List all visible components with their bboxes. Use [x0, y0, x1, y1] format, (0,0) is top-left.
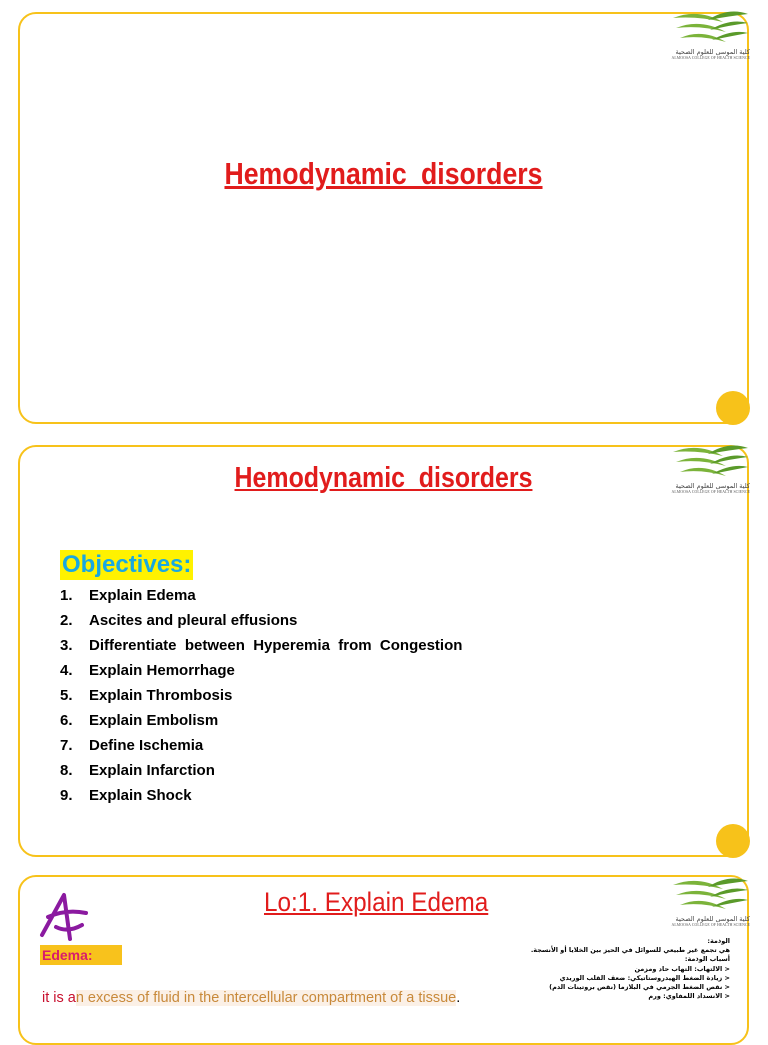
edema-definition: it is an excess of fluid in the intercellular compartment of a tissue. [42, 990, 461, 1006]
slide-3-title: Lo:1. Explain Edema [264, 887, 489, 917]
edema-label: Edema: [40, 945, 122, 965]
list-item: 5. Explain Thrombosis [60, 687, 233, 704]
corner-dot [716, 824, 750, 858]
logo-english-name: ALMOOSA COLLEGE OF HEALTH SCIENCE [671, 490, 750, 494]
college-logo [668, 10, 750, 60]
list-item: 2. Ascites and pleural effusions [60, 612, 298, 629]
list-item: 3. Differentiate between Hyperemia from Congestion [60, 637, 463, 654]
slide-1 [18, 12, 749, 424]
list-item: 7. Define Ischemia [60, 737, 204, 754]
slide-2 [18, 445, 749, 857]
corner-dot [716, 391, 750, 425]
logo-arabic-name: كلية الموسى للعلوم الصحية [675, 915, 750, 923]
list-item: 6. Explain Embolism [60, 712, 219, 729]
logo-arabic-name: كلية الموسى للعلوم الصحية [675, 482, 750, 490]
list-item: 9. Explain Shock [60, 787, 192, 804]
logo-english-name: ALMOOSA COLLEGE OF HEALTH SCIENCE [671, 923, 750, 927]
leaf-logo-icon [668, 877, 750, 915]
leaf-logo-icon [668, 10, 750, 48]
logo-english-name: ALMOOSA COLLEGE OF HEALTH SCIENCE [671, 56, 750, 60]
list-item: 4. Explain Hemorrhage [60, 662, 235, 679]
objectives-heading: Objectives: [62, 551, 192, 578]
college-logo [668, 877, 750, 927]
objectives-list [60, 586, 462, 811]
slide-2-title: Hemodynamic disorders [234, 462, 533, 494]
list-item: 8. Explain Infarction [60, 762, 215, 779]
slide-1-title: Hemodynamic disorders [224, 156, 543, 191]
list-item: 1. Explain Edema [60, 587, 196, 604]
arabic-notes: الوذمة: هي تجمع غير طبيعي للسوائل في الحيز بين الخلايا أو الأنسجة. أسباب الوذمة: < الالتهاب: التهاب حاد ومزمن < زيادة الضغط الهيدروستاتيكي: ضعف القلب الوريدي < نقص الضغط الجرمي في البلازما (نقص بروتينات الدم) < الانسداد اللمفاوي: ورم [530, 937, 730, 1001]
slide-3 [18, 875, 749, 1045]
logo-arabic-name: كلية الموسى للعلوم الصحية [675, 48, 750, 56]
signature-icon [36, 887, 96, 947]
